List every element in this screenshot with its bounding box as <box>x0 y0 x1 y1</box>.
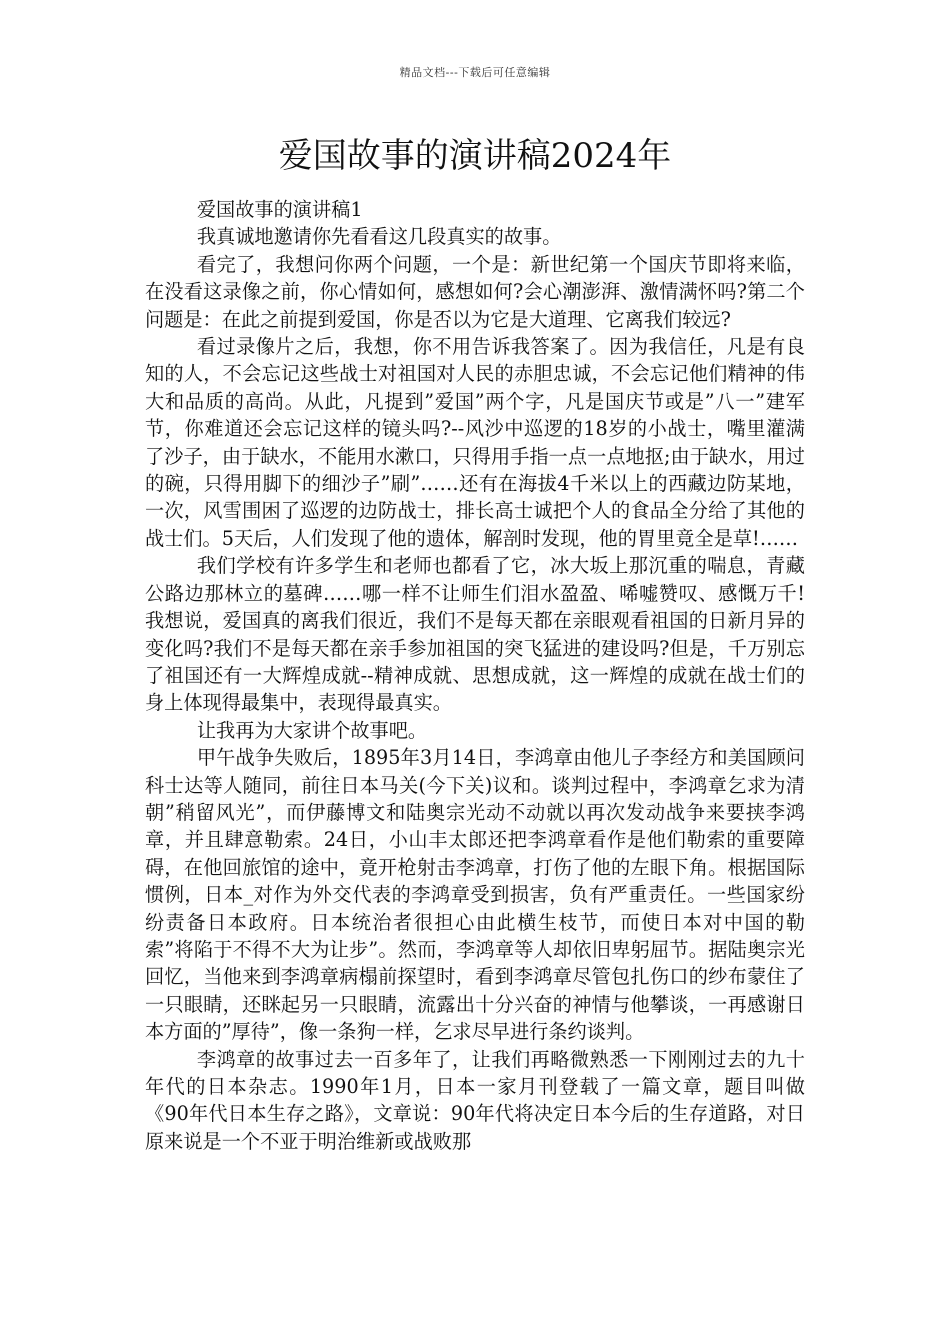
paragraph: 让我再为大家讲个故事吧。 <box>196 718 428 742</box>
document-body <box>145 196 805 1155</box>
paragraph-subtitle: 爱国故事的演讲稿1 <box>196 198 363 221</box>
paragraph: 李鸿章的故事过去一百多年了，让我们再略微熟悉一下刚刚过去的九十年代的日本杂志。1990年1月，日本一家月刊登载了一篇文章，题目叫做《90年代日本生存之路》，文章说：90年代将决定日本今后的生存道路，对日原来说是一个不亚于明治维新或战败那 <box>145 1047 805 1153</box>
document-title: 爱国故事的演讲稿2024年 <box>278 136 672 176</box>
paragraph: 我们学校有许多学生和老师也都看了它，冰大坂上那沉重的喘息，青藏公路边那林立的墓碑……哪一样不让师生们泪水盈盈、唏嘘赞叹、感慨万千!我想说，爱国真的离我们很近，我们不是每天都在亲眼观看祖国的日新月异的变化吗?我们不是每天都在亲手参加祖国的突飞猛进的建设吗?但是，千万别忘了祖国还有一大辉煌成就--精神成就、思想成就，这一辉煌的成就在战士们的身上体现得最集中，表现得最真实。 <box>145 554 805 715</box>
paragraph: 甲午战争失败后，1895年3月14日，李鸿章由他儿子李经方和美国顾问科士达等人随同，前往日本马关(今下关)议和。谈判过程中，李鸿章乞求为清朝”稍留风光”，而伊藤博文和陆奥宗光动不动就以再次发动战争来要挟李鸿章，并且肆意勒索。24日，小山丰太郎还把李鸿章看作是他们勒索的重要障碍，在他回旅馆的途中，竟开枪射击李鸿章，打伤了他的左眼下角。根据国际惯例，日本_对作为外交代表的李鸿章受到损害，负有严重责任。一些国家纷纷责备日本政府。日本统治者很担心由此横生枝节，而使日本对中国的勒索”将陷于不得不大为让步”。然而，李鸿章等人却依旧卑躬屈节。据陆奥宗光回忆，当他来到李鸿章病榻前探望时，看到李鸿章尽管包扎伤口的纱布蒙住了一只眼睛，还眯起另一只眼睛，流露出十分兴奋的神情与他攀谈，一再感谢日本方面的”厚待”，像一条狗一样，乞求尽早进行条约谈判。 <box>145 746 805 1044</box>
paragraph: 看完了，我想问你两个问题，一个是：新世纪第一个国庆节即将来临，在没看这录像之前，你心情如何，感想如何?会心潮澎湃、激情满怀吗?第二个问题是：在此之前提到爱国，你是否以为它是大道理、它离我们较远? <box>145 252 805 331</box>
page-header: 精品文档---下载后可任意编辑 <box>399 66 551 79</box>
paragraph: 我真诚地邀请你先看看这几段真实的故事。 <box>196 225 562 249</box>
paragraph: 看过录像片之后，我想，你不用告诉我答案了。因为我信任，凡是有良知的人，不会忘记这些战士对祖国对人民的赤胆忠诚，不会忘记他们精神的伟大和品质的高尚。从此，凡提到”爱国”两个字，凡是国庆节或是”八一”建军节，你难道还会忘记这样的镜头吗?--风沙中巡逻的18岁的小战士，嘴里灌满了沙子，由于缺水，不能用水漱口，只得用手指一点一点地抠;由于缺水，用过的碗，只得用脚下的细沙子”刷”……还有在海拔4千米以上的西藏边防某地，一次，风雪围困了巡逻的边防战士，排长高士诚把个人的食品全分给了其他的战士们。5天后，人们发现了他的遗体，解剖时发现，他的胃里竟全是草!…… <box>145 335 805 550</box>
